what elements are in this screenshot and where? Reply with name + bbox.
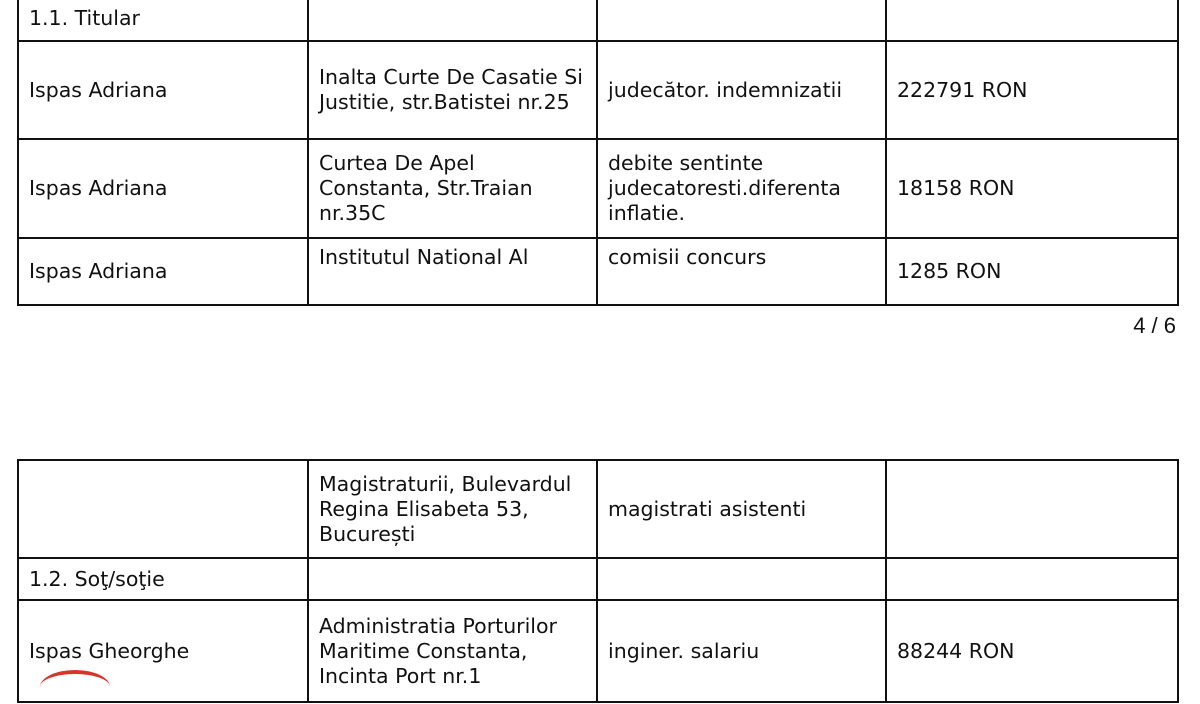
service-cell: judecător. indemnizatii: [597, 41, 886, 139]
service-cell: magistrati asistenti: [597, 460, 886, 558]
empty-cell: [308, 558, 597, 600]
income-table-bottom: [17, 459, 1179, 703]
person-name-cell: Ispas Adriana: [18, 41, 308, 139]
service-cell: debite sentinte judecatoresti.diferenta inflatie.: [597, 139, 886, 238]
income-table-top: [17, 0, 1179, 306]
empty-cell: [886, 460, 1178, 558]
income-source-cell: Administratia Porturilor Maritime Constanta, Incinta Port nr.1: [308, 600, 597, 702]
section-row-titular: [18, 0, 1178, 41]
income-amount-cell: 222791 RON: [886, 41, 1178, 139]
empty-cell: [18, 460, 308, 558]
table-row: [18, 238, 1178, 305]
income-amount-cell: 18158 RON: [886, 139, 1178, 238]
table-row: [18, 41, 1178, 139]
section-label: 1.1. Titular: [18, 0, 308, 41]
continuation-row: [18, 460, 1178, 558]
section-label: 1.2. Soţ/soţie: [18, 558, 308, 600]
table-row: [18, 600, 1178, 702]
service-cell: comisii concurs: [597, 238, 886, 305]
empty-cell: [597, 558, 886, 600]
empty-cell: [886, 558, 1178, 600]
income-amount-cell: 88244 RON: [886, 600, 1178, 702]
income-source-cell: Institutul National Al: [308, 238, 597, 305]
income-source-cell: Magistraturii, Bulevardul Regina Elisabeta 53, București: [308, 460, 597, 558]
income-amount-cell: 1285 RON: [886, 238, 1178, 305]
income-source-cell: Curtea De Apel Constanta, Str.Traian nr.35C: [308, 139, 597, 238]
empty-cell: [597, 0, 886, 41]
service-cell: inginer. salariu: [597, 600, 886, 702]
stamp-fragment: [40, 670, 110, 704]
income-source-cell: Inalta Curte De Casatie Si Justitie, str.Batistei nr.25: [308, 41, 597, 139]
person-name-cell: Ispas Gheorghe: [18, 600, 308, 702]
page-number: 4 / 6: [1133, 313, 1176, 338]
section-row-spouse: [18, 558, 1178, 600]
person-name-cell: Ispas Adriana: [18, 139, 308, 238]
empty-cell: [886, 0, 1178, 41]
table-row: [18, 139, 1178, 238]
empty-cell: [308, 0, 597, 41]
person-name-cell: Ispas Adriana: [18, 238, 308, 305]
